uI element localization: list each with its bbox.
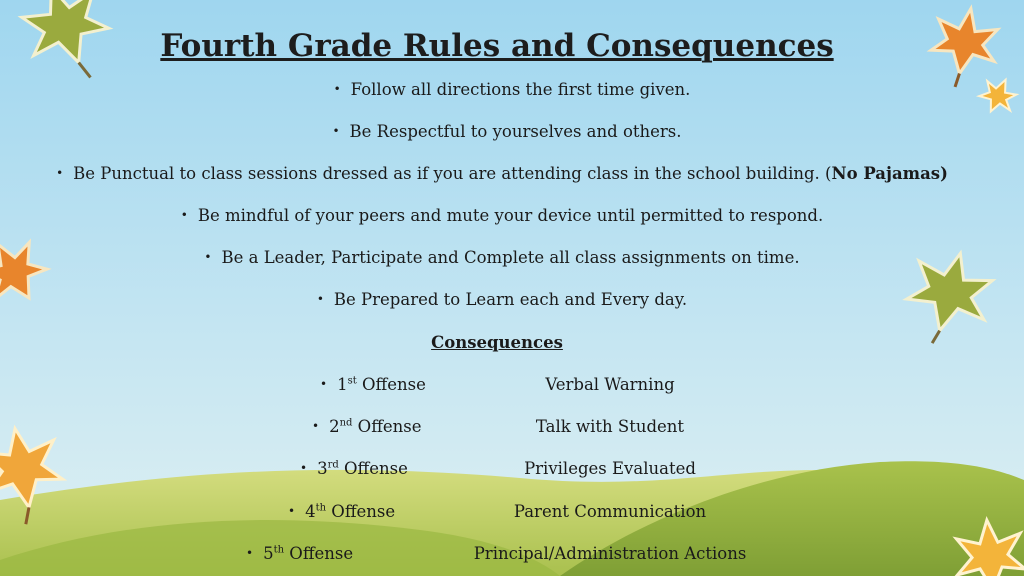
bullet-icon: •: [246, 546, 254, 560]
rule-item: • Be Respectful to yourselves and others.: [332, 122, 682, 141]
consequence-action: Parent Communication: [513, 502, 707, 521]
bullet-icon: •: [316, 292, 324, 306]
rule-item: • Follow all directions the first time given.: [333, 80, 691, 99]
page-title: Fourth Grade Rules and Consequences: [160, 28, 834, 64]
bullet-icon: •: [56, 166, 64, 180]
bullet-icon: •: [288, 504, 296, 518]
offense-label: • 1st Offense: [320, 375, 426, 394]
offense-label: • 3rd Offense: [300, 459, 408, 478]
offense-label: • 5th Offense: [246, 544, 354, 563]
consequences-heading: Consequences: [431, 333, 563, 352]
bullet-icon: •: [312, 419, 320, 433]
consequence-action: Verbal Warning: [545, 375, 675, 394]
rule-item: • Be a Leader, Participate and Complete all class assignments on time.: [204, 248, 800, 267]
offense-label: • 2nd Offense: [312, 417, 422, 436]
bullet-icon: •: [320, 377, 328, 391]
rule-item: • Be mindful of your peers and mute your device until permitted to respond.: [180, 206, 824, 225]
bullet-icon: •: [300, 461, 308, 475]
consequence-action: Principal/Administration Actions: [473, 544, 747, 563]
bullet-icon: •: [333, 82, 341, 96]
offense-label: • 4th Offense: [288, 502, 396, 521]
bullet-icon: •: [204, 250, 212, 264]
consequence-action: Privileges Evaluated: [524, 459, 696, 478]
no-pajamas-note: No Pajamas): [831, 164, 948, 183]
rule-item: • Be Punctual to class sessions dressed as if you are attending class in the school building. (No Pajamas): [56, 164, 948, 183]
consequence-action: Talk with Student: [535, 417, 685, 436]
bullet-icon: •: [180, 208, 188, 222]
rule-item: • Be Prepared to Learn each and Every day.: [316, 290, 688, 309]
bullet-icon: •: [332, 124, 340, 138]
